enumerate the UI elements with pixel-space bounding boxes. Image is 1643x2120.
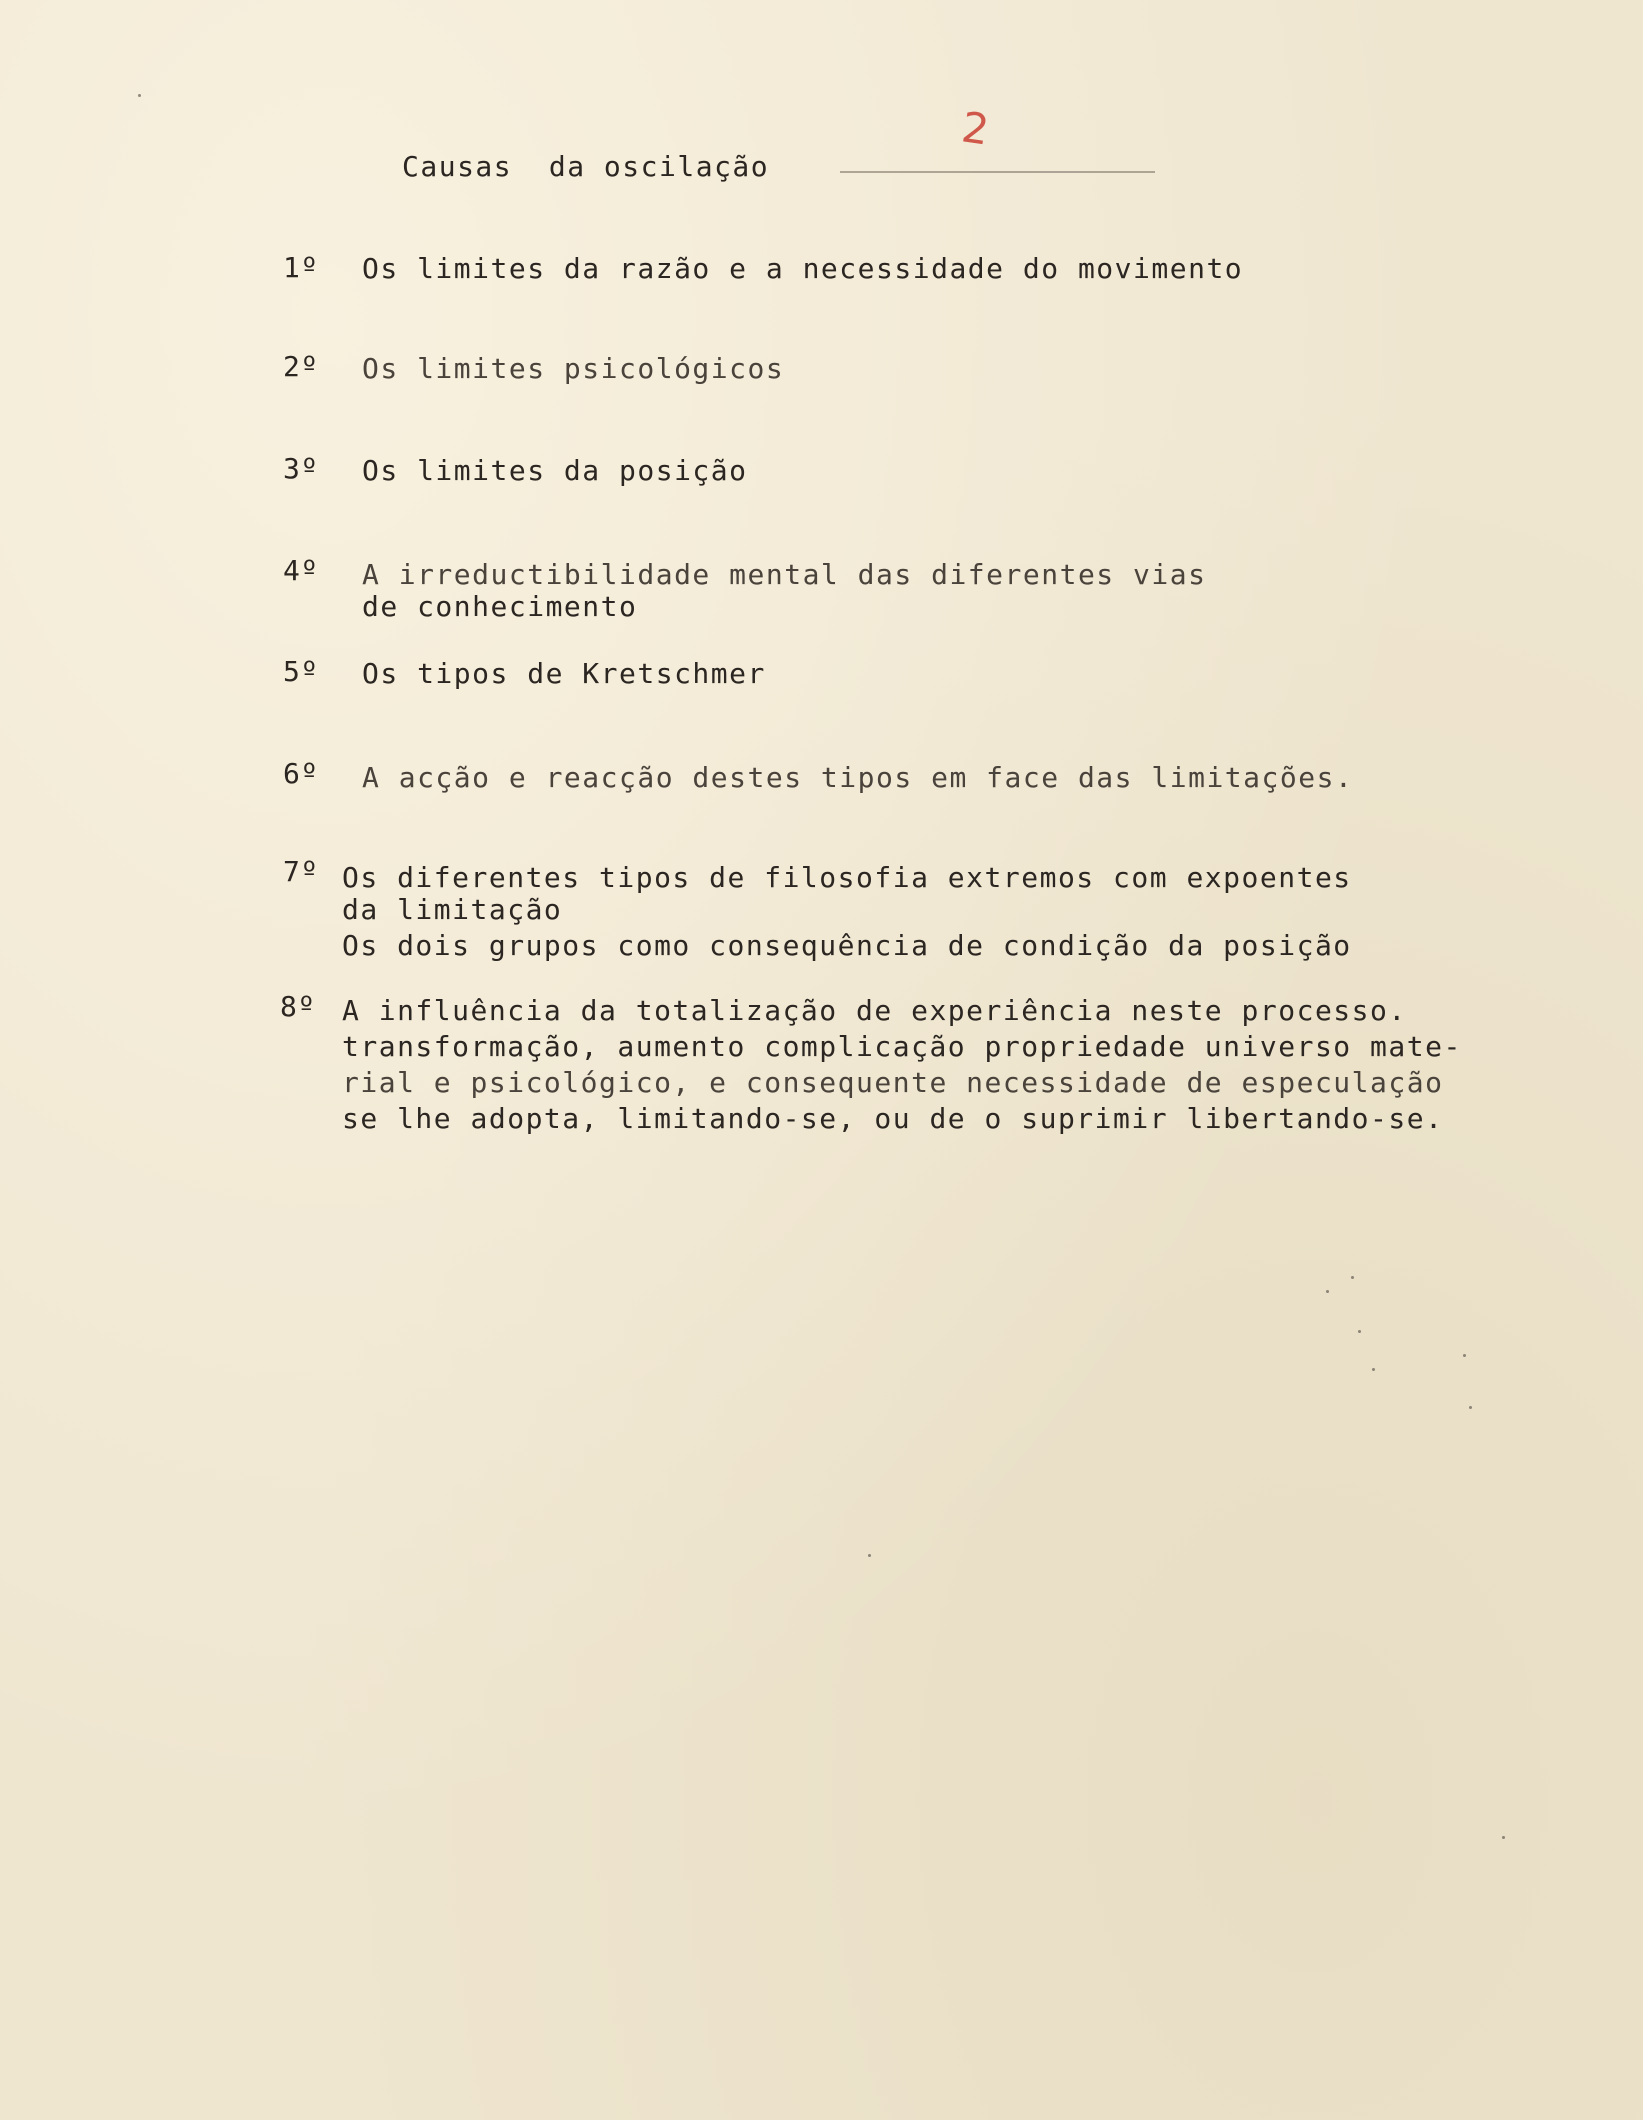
item-7-line-1: Os diferentes tipos de filosofia extremos com expoentes <box>342 861 1352 894</box>
item-3-line-1: Os limites da posição <box>362 454 748 487</box>
item-5-line-1: Os tipos de Kretschmer <box>362 657 766 690</box>
item-8-line-2: transformação, aumento complicação propriedade universo mate- <box>342 1030 1462 1063</box>
paper-speck <box>868 1554 871 1557</box>
paper-speck <box>1372 1368 1375 1371</box>
page-number-mark: 2 <box>958 102 993 155</box>
paper-speck <box>1351 1276 1354 1279</box>
item-8-line-4: se lhe adopta, limitando-se, ou de o suprimir libertando-se. <box>342 1102 1444 1135</box>
item-7-line-3: Os dois grupos como consequência de condição da posição <box>342 929 1352 962</box>
item-8-line-1: A influência da totalização de experiência neste processo. <box>342 994 1407 1027</box>
document-title: Causas da oscilação <box>402 150 770 183</box>
paper-speck <box>1326 1290 1329 1293</box>
paper-speck <box>1469 1406 1472 1409</box>
paper-speck <box>138 94 141 97</box>
item-number-6: 6º <box>283 757 319 790</box>
item-number-2: 2º <box>283 350 319 383</box>
title-underline <box>840 171 1155 173</box>
item-number-4: 4º <box>283 554 319 587</box>
paper-speck <box>1463 1354 1466 1357</box>
item-7-line-2: da limitação <box>342 893 563 926</box>
item-number-1: 1º <box>283 251 319 284</box>
item-1-line-1: Os limites da razão e a necessidade do movimento <box>362 252 1244 285</box>
paper-speck <box>1358 1330 1361 1333</box>
paper-speck <box>1502 1836 1505 1839</box>
item-8-line-3: rial e psicológico, e consequente necessidade de especulação <box>342 1066 1444 1099</box>
item-number-3: 3º <box>283 452 319 485</box>
item-2-line-1: Os limites psicológicos <box>362 352 785 385</box>
item-number-8: 8º <box>280 990 316 1023</box>
item-number-7: 7º <box>283 855 319 888</box>
item-4-line-1: A irreductibilidade mental das diferentes vias <box>362 558 1207 591</box>
item-4-line-2: de conhecimento <box>362 590 638 623</box>
item-6-line-1: A acção e reacção destes tipos em face das limitações. <box>362 761 1354 794</box>
item-number-5: 5º <box>283 655 319 688</box>
